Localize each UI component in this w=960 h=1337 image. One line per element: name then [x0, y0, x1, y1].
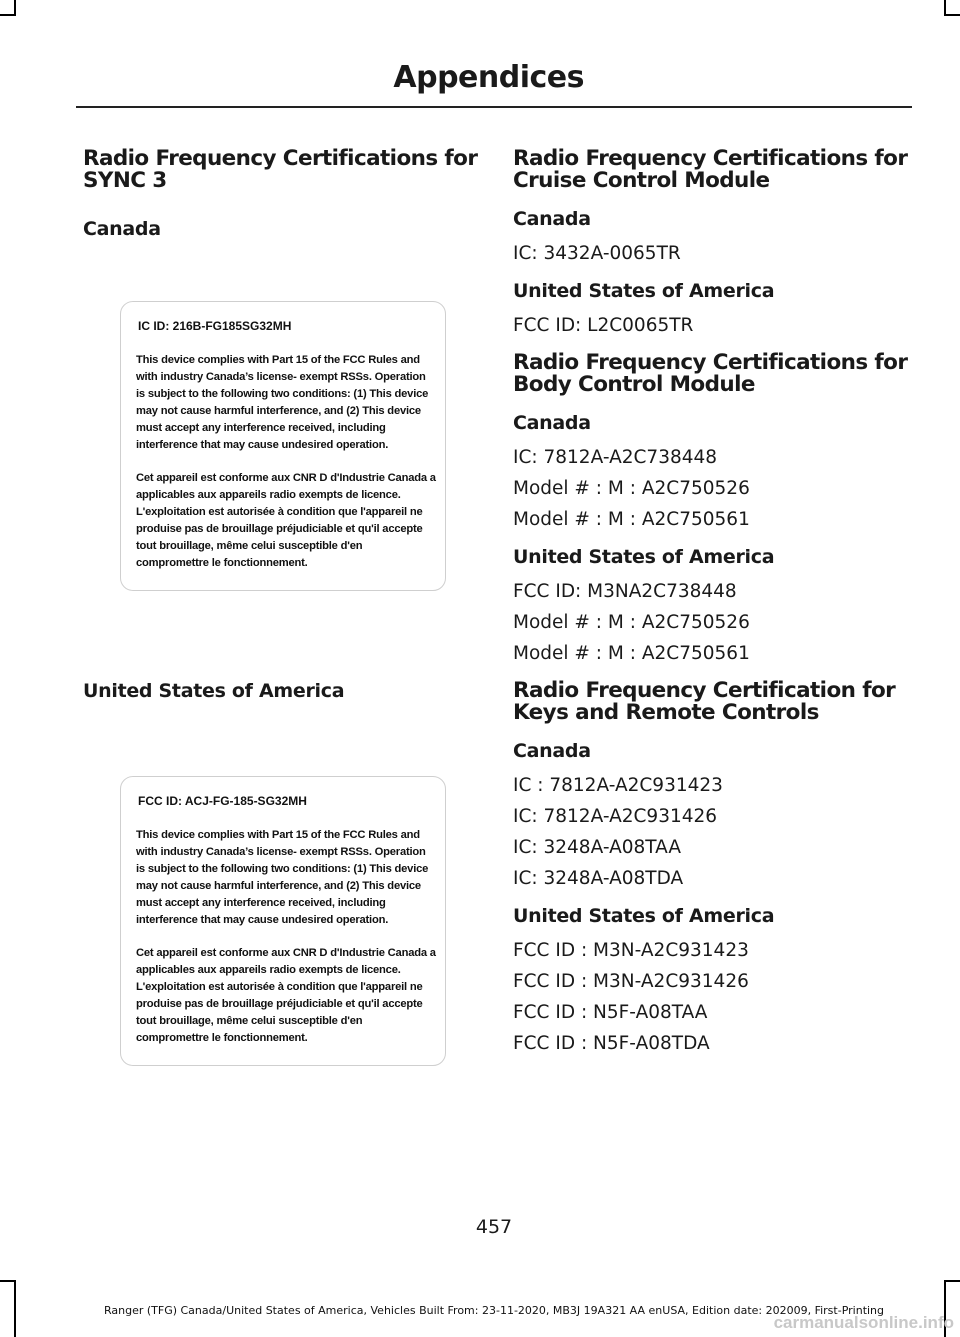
- right-column: [513, 148, 913, 1056]
- watermark: carmanualsonline.info: [773, 1313, 954, 1332]
- crop-mark-bottom-left-h: [0, 1280, 16, 1282]
- crop-mark-top-right: [944, 0, 946, 14]
- body-canada-line: Model # : M : A2C750561: [513, 509, 750, 530]
- crop-mark-top-left: [14, 0, 16, 14]
- sync3-section-title: Radio Frequency Certifications for SYNC 3: [83, 146, 478, 193]
- cruise-usa-line: FCC ID: L2C0065TR: [513, 315, 694, 336]
- header-divider: [76, 106, 912, 108]
- usa-label-english: This device complies with Part 15 of the FCC Rules and with industry Canada’s license- exempt RSSs. Operation is subject to the following two conditions: (1) This device may not cause harmful interference, and (2) This device must accept any interference received, including interference that may cause undesired operation.: [136, 829, 429, 926]
- keys-section-title: Radio Frequency Certification for Keys and Remote Controls: [513, 678, 896, 725]
- canada-label-text: [136, 352, 436, 588]
- keys-canada-heading: Canada: [513, 740, 591, 762]
- keys-usa-line: FCC ID : M3N-A2C931423: [513, 940, 749, 961]
- usa-label-text: [136, 827, 436, 1063]
- body-usa-line: FCC ID: M3NA2C738448: [513, 581, 737, 602]
- keys-canada-line: IC: 3248A-A08TAA: [513, 837, 681, 858]
- canada-label-id: IC ID: 216B-FG185SG32MH: [138, 319, 292, 333]
- cruise-usa-heading: United States of America: [513, 280, 775, 302]
- footer-edition-info: Ranger (TFG) Canada/United States of America, Vehicles Built From: 23-11-2020, MB3J 19A321 AA enUSA, Edition date: 202009, First-Printing: [103, 1304, 885, 1317]
- canada-label-french: Cet appareil est conforme aux CNR D d'Industrie Canada a applicables aux appareils radio exempts de licence. L'exploitation est autorisée à condition que l'appareil ne produise pas de brouillage préjudiciable et qu'il accepte tout brouillage, même celui susceptible d'en compromettre le fonctionnement.: [136, 472, 436, 569]
- body-canada-line: Model # : M : A2C750526: [513, 478, 750, 499]
- page-header-title: Appendices: [393, 60, 584, 95]
- canada-certification-label: [120, 301, 446, 591]
- left-column: [83, 148, 483, 240]
- keys-usa-heading: United States of America: [513, 905, 775, 927]
- usa-label-french: Cet appareil est conforme aux CNR D d'Industrie Canada a applicables aux appareils radio exempts de licence. L'exploitation est autorisée à condition que l'appareil ne produise pas de brouillage préjudiciable et qu'il accepte tout brouillage, même celui susceptible d'en compromettre le fonctionnement.: [136, 947, 436, 1044]
- crop-mark-top-left-h: [0, 14, 16, 16]
- keys-usa-line: FCC ID : N5F-A08TDA: [513, 1033, 710, 1054]
- cruise-section-title: Radio Frequency Certifications for Cruise Control Module: [513, 146, 908, 193]
- body-usa-heading: United States of America: [513, 546, 775, 568]
- cruise-canada-line: IC: 3432A-0065TR: [513, 243, 681, 264]
- usa-certification-label: [120, 776, 446, 1066]
- canada-label-english: This device complies with Part 15 of the FCC Rules and with industry Canada’s license- exempt RSSs. Operation is subject to the following two conditions: (1) This device may not cause harmful interference, and (2) This device must accept any interference received, including interference that may cause undesired operation.: [136, 354, 429, 451]
- body-canada-line: IC: 7812A-A2C738448: [513, 447, 718, 468]
- keys-canada-line: IC : 7812A-A2C931423: [513, 775, 723, 796]
- sync3-canada-heading: Canada: [83, 218, 161, 240]
- keys-usa-line: FCC ID : M3N-A2C931426: [513, 971, 749, 992]
- keys-canada-line: IC: 7812A-A2C931426: [513, 806, 718, 827]
- page-number: 457: [475, 1216, 513, 1238]
- cruise-canada-heading: Canada: [513, 208, 591, 230]
- sync3-usa-heading: United States of America: [83, 680, 345, 702]
- body-section-title: Radio Frequency Certifications for Body Control Module: [513, 350, 908, 397]
- usa-label-id: FCC ID: ACJ-FG-185-SG32MH: [138, 794, 307, 808]
- crop-mark-top-right-h: [944, 14, 960, 16]
- body-usa-line: Model # : M : A2C750526: [513, 612, 750, 633]
- body-usa-line: Model # : M : A2C750561: [513, 643, 750, 664]
- crop-mark-bottom-right-h: [944, 1280, 960, 1282]
- body-canada-heading: Canada: [513, 412, 591, 434]
- keys-canada-line: IC: 3248A-A08TDA: [513, 868, 684, 889]
- keys-usa-line: FCC ID : N5F-A08TAA: [513, 1002, 708, 1023]
